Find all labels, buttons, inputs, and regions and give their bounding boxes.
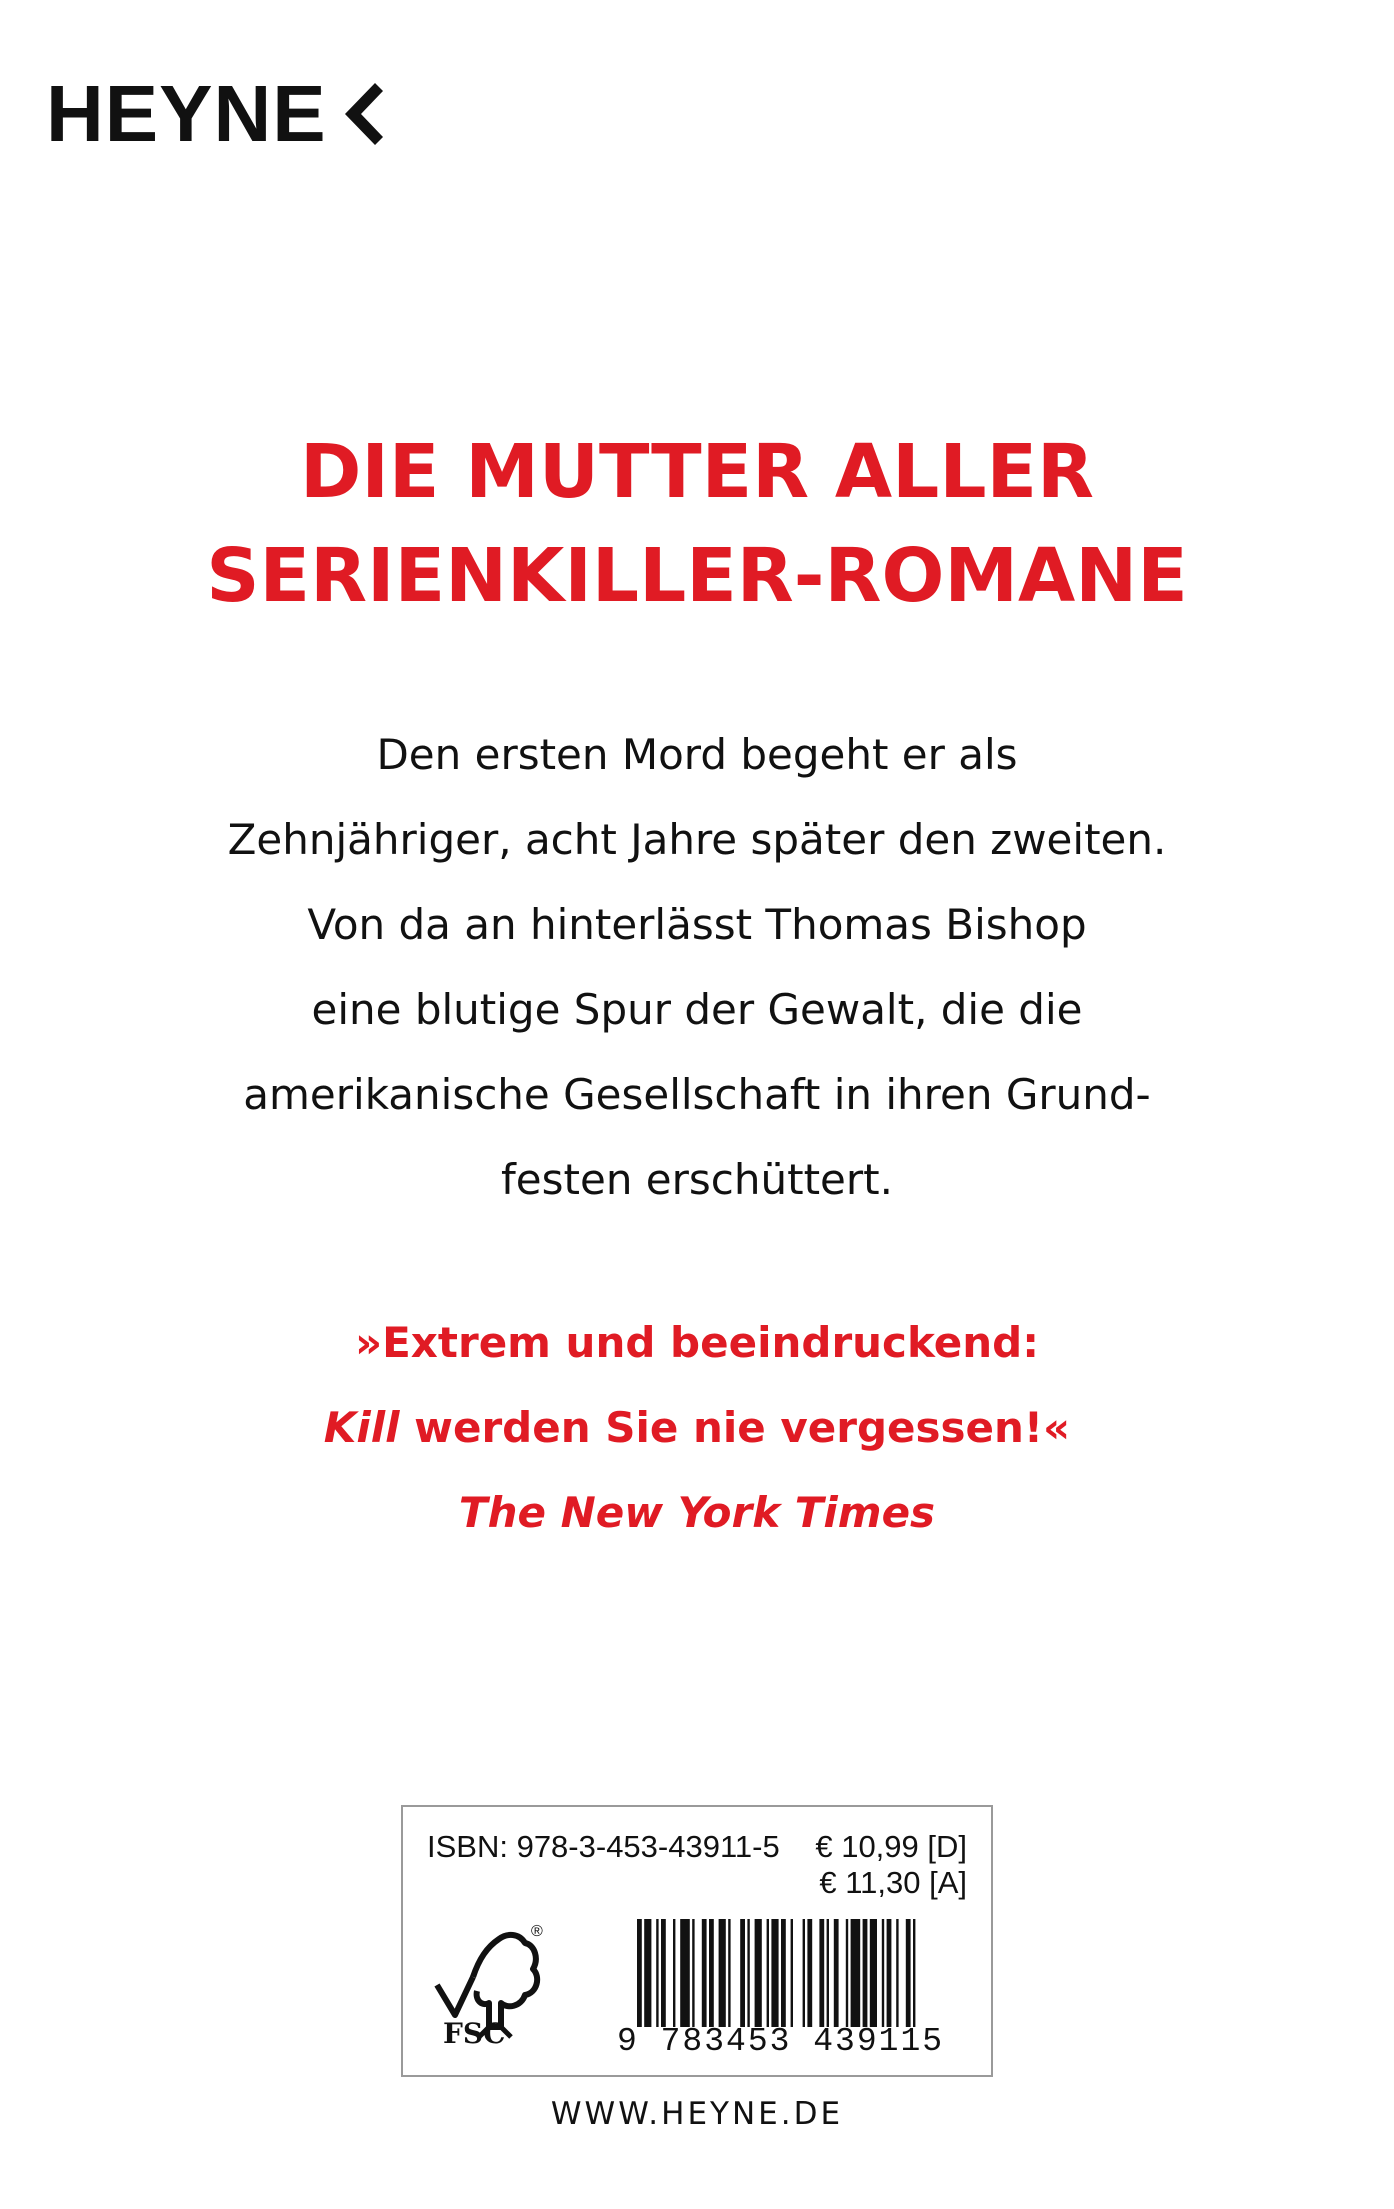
barcode-bar	[781, 1919, 786, 2027]
barcode-bar	[702, 1919, 707, 2027]
barcode-bar	[870, 1919, 877, 2027]
price-germany: € 10,99 [D]	[815, 1829, 967, 1864]
fsc-label: FSC	[443, 2017, 506, 2050]
barcode-bar	[692, 1919, 694, 2027]
quote-source-name: The New York Times	[458, 1488, 936, 1537]
blurb-line: festen erschüttert.	[501, 1155, 893, 1204]
barcode-bar	[673, 1919, 675, 2027]
headline	[0, 420, 1394, 628]
quote-line-2	[0, 1385, 1394, 1470]
quote-book-title: Kill	[323, 1403, 400, 1452]
quote-line-1: »Extrem und beeindruckend:	[354, 1318, 1040, 1367]
barcode-bar	[747, 1919, 749, 2027]
barcode-bar	[913, 1919, 915, 2027]
barcode-bar	[767, 1919, 769, 2027]
barcode-bar	[896, 1919, 898, 2027]
publisher-name: HEYNE	[46, 69, 327, 158]
quote-line-2-rest: werden Sie nie vergessen!«	[399, 1403, 1071, 1452]
blurb-line: amerikanische Gesellschaft in ihren Grund-	[243, 1070, 1151, 1119]
barcode	[635, 1919, 971, 2027]
price-austria: € 11,30 [A]	[819, 1865, 967, 1900]
review-quote	[0, 1300, 1394, 1555]
quote-source	[0, 1470, 1394, 1555]
chevron-left-icon	[341, 81, 383, 147]
barcode-bar	[887, 1919, 892, 2027]
blurb-text	[0, 712, 1394, 1222]
barcode-bar	[755, 1919, 762, 2027]
barcode-bar	[771, 1919, 778, 2027]
fsc-registered-mark: ®	[531, 1923, 543, 1940]
website-url: WWW.HEYNE.DE	[550, 2096, 844, 2132]
barcode-bar	[803, 1919, 805, 2027]
barcode-bar	[728, 1919, 730, 2027]
publisher-logo	[46, 69, 383, 158]
barcode-bar	[637, 1919, 642, 2027]
blurb-line: Zehnjähriger, acht Jahre später den zweiten.	[227, 815, 1167, 864]
barcode-bar	[863, 1919, 868, 2027]
isbn-number: ISBN: 978-3-453-43911-5	[427, 1829, 780, 1864]
barcode-bar	[807, 1919, 812, 2027]
barcode-digits: 9 783453 439115	[617, 2023, 945, 2060]
barcode-bar	[827, 1919, 829, 2027]
headline-line-1: DIE MUTTER ALLER	[299, 429, 1095, 515]
isbn-box	[401, 1805, 993, 2077]
barcode-bar	[709, 1919, 714, 2027]
headline-line-2: SERIENKILLER-ROMANE	[206, 533, 1188, 619]
barcode-bar	[882, 1919, 884, 2027]
blurb-line: eine blutige Spur der Gewalt, die die	[311, 985, 1083, 1034]
barcode-bar	[819, 1919, 824, 2027]
barcode-bar	[846, 1919, 848, 2027]
barcode-bar	[906, 1919, 911, 2027]
blurb-line: Von da an hinterlässt Thomas Bishop	[307, 900, 1087, 949]
barcode-bar	[834, 1919, 839, 2027]
barcode-bar	[656, 1919, 658, 2027]
barcode-bar	[680, 1919, 690, 2027]
barcode-bar	[719, 1919, 726, 2027]
barcode-bar	[851, 1919, 861, 2027]
barcode-bar	[661, 1919, 666, 2027]
barcode-bar	[740, 1919, 745, 2027]
blurb-line: Den ersten Mord begeht er als	[376, 730, 1018, 779]
barcode-bar	[791, 1919, 793, 2027]
barcode-bar	[644, 1919, 651, 2027]
